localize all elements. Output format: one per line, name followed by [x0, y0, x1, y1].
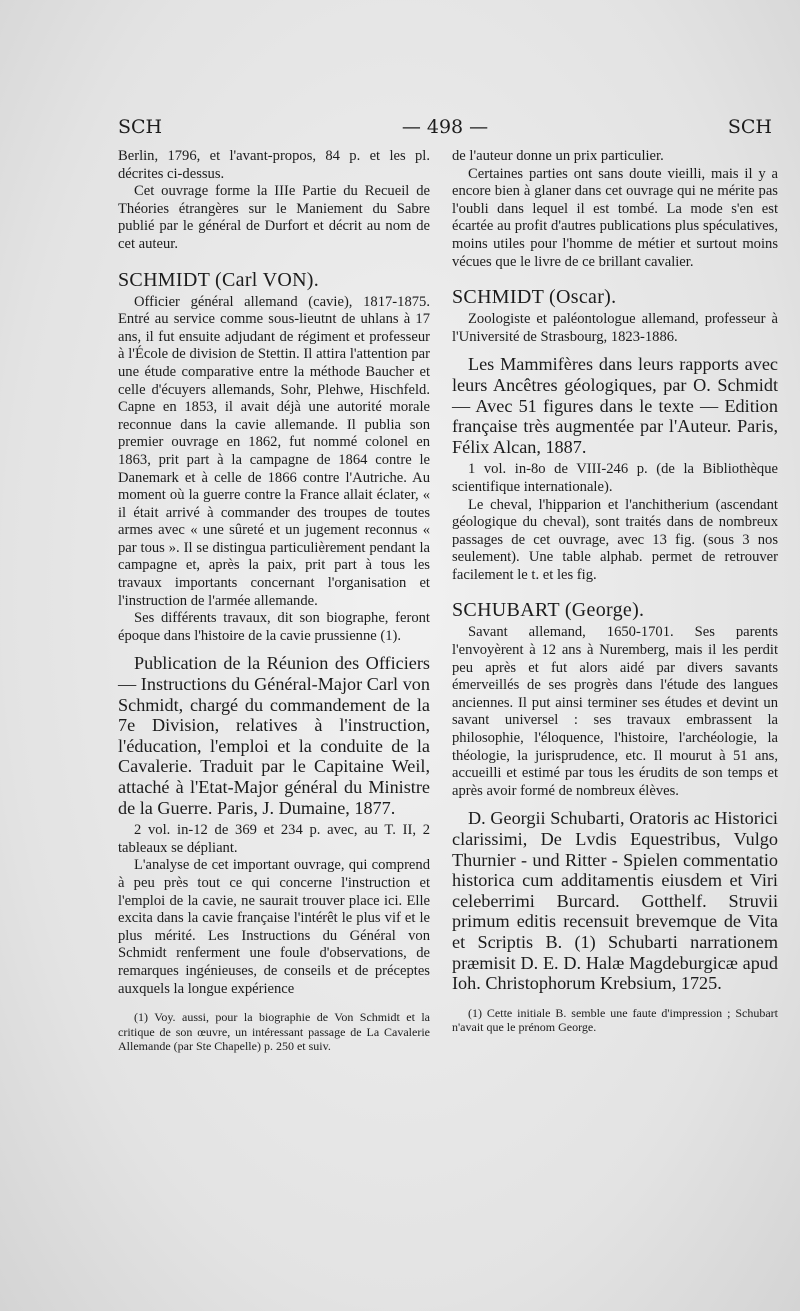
book-title: Publication de la Réunion des Officiers — Instructions du Général-Major Carl von Schmidt, chargé du commandement de la 7e Division, relatives à l'instruction, l'éducation, l'emploi et la conduite de la Cavalerie. Traduit par le Capitaine Weil, attaché à l'Etat-Major général du Ministre de la Guerre. Paris, J. Dumaine, 1877. [118, 653, 430, 818]
paragraph: Certaines parties ont sans doute vieilli, mais il y a encore bien à glaner dans cet ouvrage qui ne mérite pas l'oubli dans lequel il est tombé. La mode s'en est écartée au profit d'autres publications plus spéculatives, moins utiles pour l'homme de métier et surtout moins vécues que le livre de ce brillant cavalier. [452, 165, 778, 270]
footnote: (1) Cette initiale B. semble une faute d'impression ; Schubart n'avait que le prénom George. [452, 1005, 778, 1035]
paragraph: Ses différents travaux, dit son biographe, feront époque dans l'histoire de la cavie prussienne (1). [118, 610, 430, 644]
book-title: Les Mammifères dans leurs rapports avec leurs Ancêtres géologiques, par O. Schmidt — Avec 51 figures dans le texte — Edition française très augmentée par l'Auteur. Paris, Félix Alcan, 1887. [452, 354, 778, 457]
entry-heading: SCHUBART (George). [452, 599, 645, 622]
header-right: SCH [727, 116, 772, 138]
paragraph: Le cheval, l'hipparion et l'anchitherium (ascendant géologique du cheval), sont traités dans de nombreux passages de cet ouvrage, avec 13 fig. (sous 3 nos seulement). Une table alphab. permet de retrouver facilement le t. et les fig. [452, 496, 778, 583]
header-left: SCH [118, 116, 163, 138]
entry-heading: SCHMIDT (Carl VON). [118, 268, 320, 291]
paragraph: de l'auteur donne un prix particulier. [452, 148, 664, 164]
page-number: — 498 — [401, 116, 489, 138]
biography: Zoologiste et paléontologue allemand, professeur à l'Université de Strasbourg, 1823-1886. [452, 311, 778, 345]
book-description: 1 vol. in-8o de VIII-246 p. (de la Bibliothèque scientifique internationale). [452, 461, 778, 495]
book-description: 2 vol. in-12 de 369 et 234 p. avec, au T. II, 2 tableaux se dépliant. [118, 822, 430, 856]
biography: Officier général allemand (cavie), 1817-1875. Entré au service comme sous-lieutnt de uhlans à 17 ans, il fut ensuite adjudant de régiment et professeur à l'École de division de Stettin. Il attira l'attention par une étude comparative entre la méthode Baucher et celle d'écuyers allemands, Sohr, Plehwe, Hischfeld. Capne en 1853, il avait déjà une autorité morale reconnue dans la cavie allemande. Il publia son premier ouvrage en 1862, fut nommé colonel en 1863, prit part à la campagne de 1864 contre le Danemark et à celle de 1866 contre l'Autriche. Au moment où la guerre contre la France allait éclater, « il était arrivé à commander des troupes de toutes armes avec « une sûreté et un jugement reconnus « par tous ». Il se distingua particulièrement pendant la campagne et, après la paix, prit part à tous les travaux importants concernant l'organisation et l'instruction de l'armée allemande. [118, 293, 430, 609]
right-column [452, 148, 778, 1035]
book-title: D. Georgii Schubarti, Oratoris ac Historici clarissimi, De Lvdis Equestribus, Vulgo Thurnier - und Ritter - Spielen commentatio historica cum additamentis eiusdem et Viri celeberrimi Burcard. Gotthelf. Struvii primum editis recensuit brevemque de Vita et Scriptis B. (1) Schubarti narrationem præmisit D. E. D. Halæ Magdeburgicæ apud Ioh. Christophorum Krebsium, 1725. [452, 808, 778, 994]
left-column [118, 148, 430, 1054]
paragraph: Berlin, 1796, et l'avant-propos, 84 p. et les pl. décrites ci-dessus. [118, 148, 430, 182]
entry-heading: SCHMIDT (Oscar). [452, 286, 617, 309]
footnote: (1) Voy. aussi, pour la biographie de Von Schmidt et la critique de son œuvre, un intéressant passage de La Cavalerie Allemande (par Ste Chapelle) p. 250 et suiv. [118, 1010, 430, 1054]
paragraph: L'analyse de cet important ouvrage, qui comprend à peu près tout ce qui concerne l'instruction et l'emploi de la cavie, ne saurait trouver place ici. Elle excita dans la cavie française l'intérêt le plus vif et le plus mérité. Les Instructions du Général von Schmidt renferment une foule d'observations, de remarques ingénieuses, de conseils et de préceptes auxquels la longue expérience [118, 857, 430, 997]
running-header [118, 116, 772, 146]
biography: Savant allemand, 1650-1701. Ses parents l'envoyèrent à 12 ans à Nuremberg, mais il les perdit peu après et fut alors aidé par divers savants émerveillés de ses progrès dans l'étude des langues anciennes. Il put ainsi terminer ses études et devint un savant universel : ses travaux embrassent la philosophie, l'éloquence, l'histoire, l'archéologie, la théologie, la jurisprudence, etc. Il mourut à 51 ans, accueilli et estimé par tous les érudits de son temps et après avoir formé de nombreux élèves. [452, 624, 778, 799]
paragraph: Cet ouvrage forme la IIIe Partie du Recueil de Théories étrangères sur le Maniement du Sabre publié par le général de Durfort et décrit au nom de cet auteur. [118, 183, 430, 252]
